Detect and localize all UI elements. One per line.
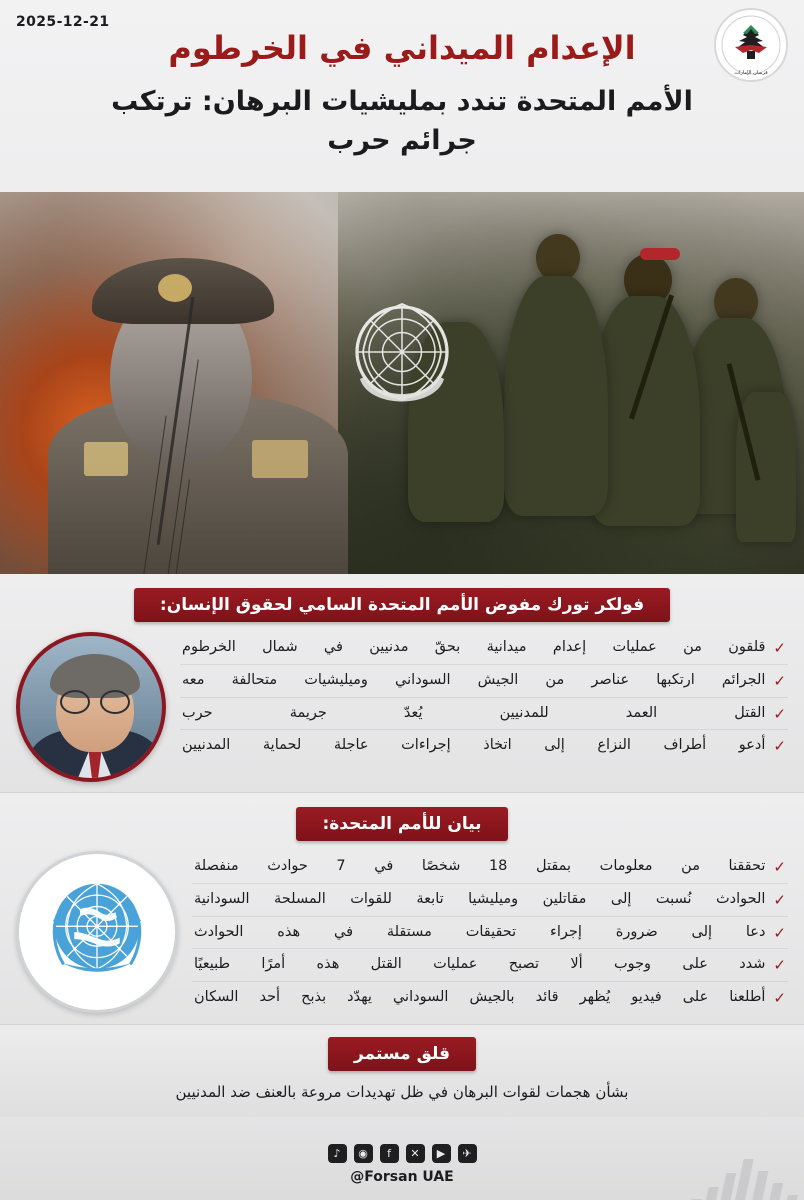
list-item: [180, 730, 788, 762]
section-un-statement: [0, 792, 804, 1024]
check-icon: ✓: [773, 858, 786, 876]
list-item-text: أطلعنا على فيديو يُظهر قائد بالجيش السوداني يهدّد بذبح أحد السكان: [194, 989, 766, 1005]
forsan-uae-falcon-logo: [714, 8, 788, 82]
list-item-text: قلقون من عمليات إعدام ميدانية بحقّ مدنيين في شمال الخرطوم: [182, 639, 766, 655]
list-item: [192, 884, 788, 917]
poster-footer: [0, 1117, 804, 1200]
check-icon: ✓: [773, 671, 786, 690]
glasses-icon: [60, 690, 130, 710]
account-handle[interactable]: @Forsan UAE: [350, 1169, 454, 1186]
list-item-text: شدد على وجوب ألا تصبح عمليات القتل هذه أمرًا طبيعيًا: [194, 956, 766, 973]
list-item-text: دعا إلى ضرورة إجراء تحقيقات مستقلة في هذه الحوادث: [194, 923, 766, 940]
general-portrait-silhouette: [48, 244, 348, 574]
check-icon: ✓: [773, 704, 786, 723]
list-item: [192, 982, 788, 1014]
falcon-icon: [721, 15, 781, 75]
list-item-text: القتل العمد للمدنيين يُعدّ جريمة حرب: [182, 704, 766, 721]
tiktok-icon[interactable]: ♪: [328, 1144, 347, 1163]
section-turk: [0, 574, 804, 792]
section-concern-text: بشأن هجمات لقوات البرهان في ظل تهديدات مروعة بالعنف ضد المدنيين: [175, 1082, 629, 1101]
page-title-red: الإعدام الميداني في الخرطوم: [168, 29, 636, 67]
telegram-icon[interactable]: ✈: [458, 1144, 477, 1163]
section-concern-header: [16, 1037, 788, 1071]
date-badge: 2025-12-21: [16, 14, 110, 30]
logo-caption: فرسان الإمارات: [734, 70, 768, 76]
un-emblem-icon: [26, 861, 168, 1003]
list-item: [192, 917, 788, 950]
check-icon: ✓: [773, 989, 786, 1007]
section-turk-bullets: [180, 632, 788, 762]
check-icon: ✓: [773, 737, 786, 756]
list-item-text: تحققنا من معلومات بمقتل 18 شخصًا في 7 حوادث منفصلة: [194, 858, 766, 874]
list-item: [192, 851, 788, 884]
list-item: [192, 949, 788, 982]
decorative-bars: [654, 1143, 804, 1200]
youtube-icon[interactable]: ▶: [432, 1144, 451, 1163]
section-un-header: [16, 807, 788, 841]
list-item-text: الحوادث نُسبت إلى مقاتلين وميليشيا تابعة للقوات المسلحة السودانية: [194, 890, 766, 907]
check-icon: ✓: [773, 956, 786, 975]
check-icon: ✓: [773, 639, 786, 657]
section-un-bullets: [192, 851, 788, 1014]
check-icon: ✓: [773, 890, 786, 909]
section-turk-heading: فولكر تورك مفوض الأمم المتحدة السامي لحقوق الإنسان:: [134, 588, 670, 622]
section-turk-header: [16, 588, 788, 622]
section-un-heading: بيان للأمم المتحدة:: [296, 807, 507, 841]
portrait-volker-turk: [16, 632, 166, 782]
list-item: [180, 632, 788, 665]
un-emblem: [16, 851, 178, 1013]
section-concern-heading: قلق مستمر: [328, 1037, 476, 1071]
list-item: [180, 665, 788, 698]
check-icon: ✓: [773, 923, 786, 942]
facebook-icon[interactable]: f: [380, 1144, 399, 1163]
poster-header: [0, 0, 804, 192]
section-concern: [0, 1024, 804, 1117]
social-links[interactable]: [328, 1144, 477, 1163]
x-icon[interactable]: ✕: [406, 1144, 425, 1163]
page-title-black: الأمم المتحدة تندد بمليشيات البرهان: ترتكب جرائم حرب: [111, 86, 693, 157]
list-item: [180, 698, 788, 731]
list-item-text: أدعو أطراف النزاع إلى اتخاذ إجراءات عاجلة لحماية المدنيين: [182, 737, 766, 754]
hero-image: [0, 192, 804, 574]
un-emblem-watermark: [327, 277, 477, 427]
list-item-text: الجرائم ارتكبها عناصر من الجيش السوداني وميليشيات متحالفة معه: [182, 671, 766, 688]
instagram-icon[interactable]: ◉: [354, 1144, 373, 1163]
